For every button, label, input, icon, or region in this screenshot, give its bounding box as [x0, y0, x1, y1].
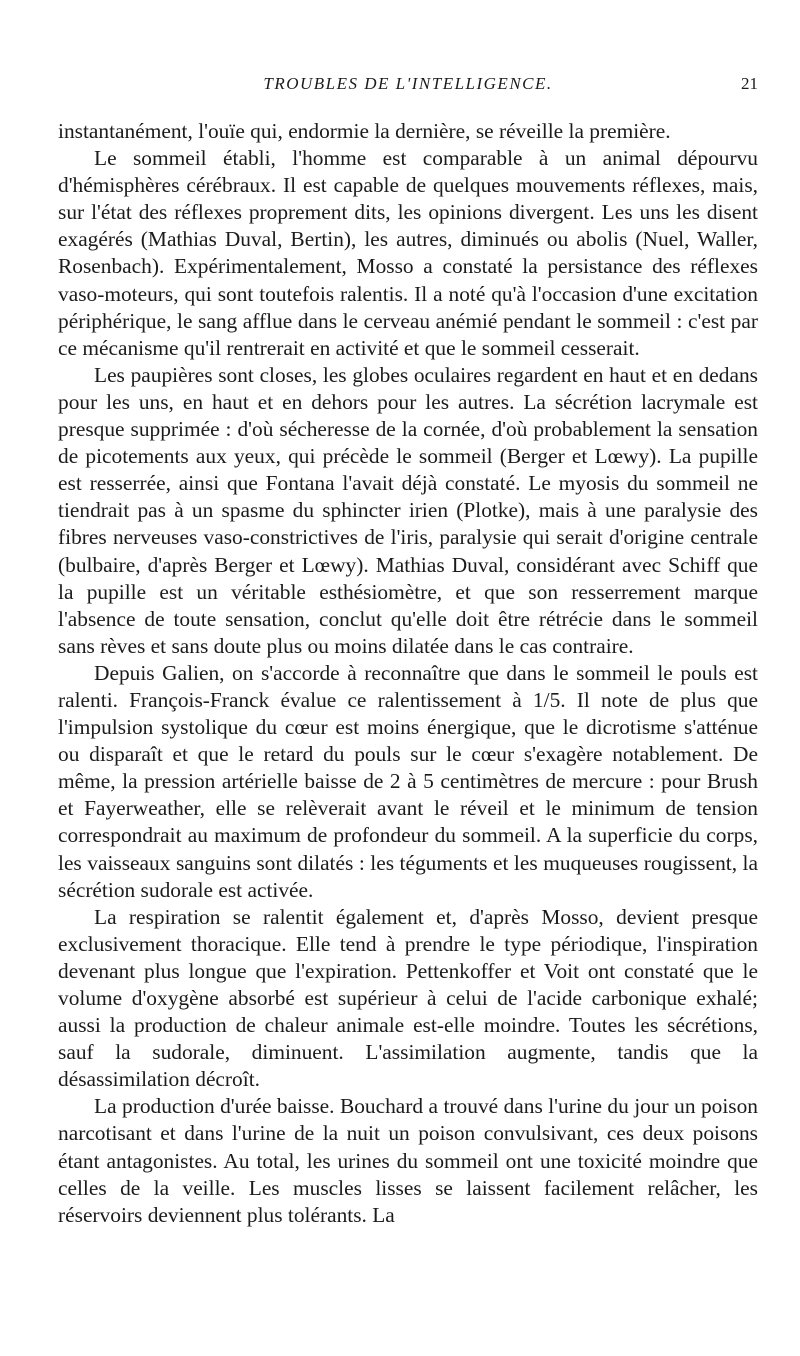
page-header: [58, 74, 758, 102]
paragraph-urea: La production d'urée baisse. Bouchard a trouvé dans l'urine du jour un poison narcotisant et dans l'urine de la nuit un poison convulsivant, ces deux poisons étant antagonistes. Au total, les urines du sommeil ont une toxicité moindre que celles de la veille. Les muscles lisses se laissent facilement relâcher, les réservoirs deviennent plus tolérants. La: [58, 1094, 758, 1227]
running-title: TROUBLES DE L'INTELLIGENCE.: [263, 74, 553, 93]
paragraph-continuation: instantanément, l'ouïe qui, endormie la dernière, se réveille la première.: [58, 119, 671, 143]
body-text: [58, 118, 758, 1229]
paragraph-pulse: Depuis Galien, on s'accorde à reconnaître que dans le sommeil le pouls est ralenti. François-Franck évalue ce ralentissement à 1/5. Il note de plus que l'impulsion systolique du cœur est moins énergique, que le dicrotisme s'atténue ou disparaît et que le retard du pouls sur le cœur s'exagère notablement. De même, la pression artérielle baisse de 2 à 5 centimètres de mercure : pour Brush et Fayerweather, elle se relèverait avant le réveil et le minimum de tension correspondrait au maximum de profondeur du sommeil. A la superficie du corps, les vaisseaux sanguins sont dilatés : les téguments et les muqueuses rougissent, la sécrétion sudorale est activée.: [58, 660, 758, 902]
page-number: 21: [741, 74, 758, 93]
paragraph-eyes: Les paupières sont closes, les globes oculaires regardent en haut et en dedans pour les uns, en haut et en dehors pour les autres. La sécrétion lacrymale est presque supprimée : d'où sécheresse de la cornée, d'où probablement la sensation de picotements aux yeux, qui précède le sommeil (Berger et Lœwy). La pupille est resserrée, ainsi que Fontana l'avait déjà constaté. Le myosis du sommeil ne tiendrait pas à un spasme du sphincter irien (Plotke), mais à une paralysie des fibres nerveuses vaso-constrictives de l'iris, paralysie qui serait d'origine centrale (bulbaire, d'après Berger et Lœwy). Mathias Duval, considérant avec Schiff que la pupille est un véritable esthésiomètre, et que son resserrement marque l'absence de toute sensation, conclut qu'elle doit être rétrécie dans le sommeil sans rèves et sans doute plus ou moins dilatée dans le cas contraire.: [58, 362, 758, 658]
paragraph-reflexes: Le sommeil établi, l'homme est comparable à un animal dépourvu d'hémisphères cérébraux. Il est capable de quelques mouvements réflexes, mais, sur l'état des réflexes proprement dits, les opinions divergent. Les uns les disent exagérés (Mathias Duval, Bertin), les autres, diminués ou abolis (Nuel, Waller, Rosenbach). Expérimentalement, Mosso a constaté la persistance des réflexes vaso-moteurs, qui sont toutefois ralentis. Il a noté qu'à l'occasion d'une excitation périphérique, le sang afflue dans le cerveau anémié pendant le sommeil : c'est par ce mécanisme qu'il rentrerait en activité et que le sommeil cesserait.: [58, 146, 758, 360]
paragraph-respiration: La respiration se ralentit également et, d'après Mosso, devient presque exclusivement thoracique. Elle tend à prendre le type périodique, l'inspiration devenant plus longue que l'expiration. Pettenkoffer et Voit ont constaté que le volume d'oxygène absorbé est supérieur à celui de l'acide carbonique exhalé; aussi la production de chaleur animale est-elle moindre. Toutes les sécrétions, sauf la sudorale, diminuent. L'assimilation augmente, tandis que la désassimilation décroît.: [58, 904, 758, 1092]
